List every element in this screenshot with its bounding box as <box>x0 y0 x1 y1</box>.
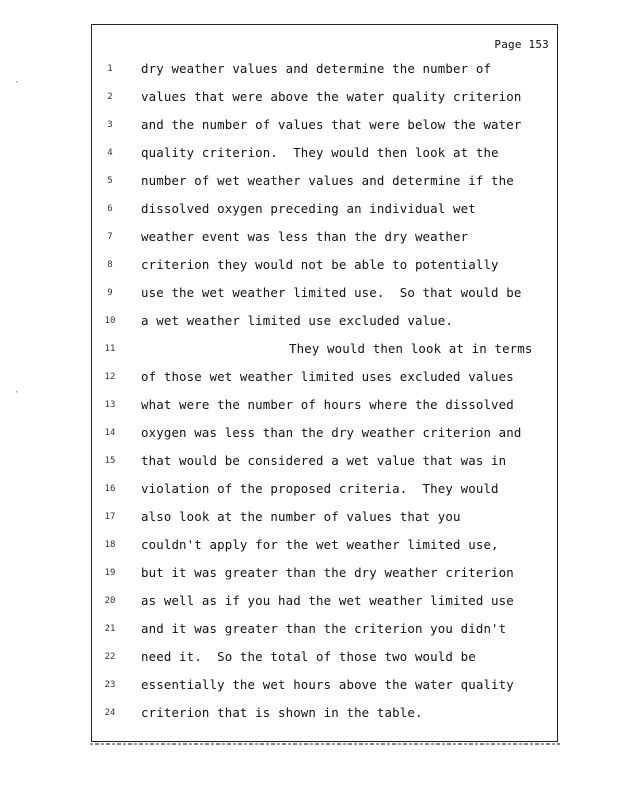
transcript-line <box>92 615 557 643</box>
scan-speck: · <box>14 388 20 398</box>
line-text: couldn't apply for the wet weather limited use, <box>141 537 499 552</box>
line-text: use the wet weather limited use. So that would be <box>141 285 522 300</box>
transcript-body <box>92 55 557 727</box>
line-number: 19 <box>104 568 116 578</box>
line-text: oxygen was less than the dry weather criterion and <box>141 425 522 440</box>
line-text: quality criterion. They would then look at the <box>141 145 499 160</box>
line-number: 8 <box>107 260 113 270</box>
line-text: dissolved oxygen preceding an individual wet <box>141 201 476 216</box>
line-text: criterion that is shown in the table. <box>141 705 423 720</box>
transcript-line <box>92 559 557 587</box>
line-number: 23 <box>104 680 116 690</box>
transcript-line <box>92 83 557 111</box>
transcript-line <box>92 587 557 615</box>
line-number: 12 <box>104 372 116 382</box>
line-number: 17 <box>104 512 116 522</box>
transcript-line <box>92 279 557 307</box>
transcript-page <box>91 24 558 742</box>
line-number: 13 <box>104 400 116 410</box>
line-text: dry weather values and determine the number of <box>141 61 492 76</box>
line-number: 22 <box>104 652 116 662</box>
line-text: criterion they would not be able to potentially <box>141 257 499 272</box>
line-text: need it. So the total of those two would be <box>141 649 476 664</box>
line-text: and the number of values that were below the water <box>141 117 522 132</box>
line-text: violation of the proposed criteria. They would <box>141 481 499 496</box>
line-text: values that were above the water quality criterion <box>141 89 522 104</box>
line-number: 3 <box>107 120 113 130</box>
transcript-line <box>92 307 557 335</box>
line-text: weather event was less than the dry weather <box>141 229 469 244</box>
line-text: what were the number of hours where the dissolved <box>141 397 514 412</box>
line-text: also look at the number of values that you <box>141 509 461 524</box>
line-number: 10 <box>104 316 116 326</box>
line-number: 14 <box>104 428 116 438</box>
line-number: 11 <box>104 344 116 354</box>
line-text: as well as if you had the wet weather limited use <box>141 593 514 608</box>
transcript-line <box>92 251 557 279</box>
line-number: 15 <box>104 456 116 466</box>
line-number: 6 <box>107 204 113 214</box>
line-text: number of wet weather values and determine if the <box>141 173 514 188</box>
line-number: 18 <box>104 540 116 550</box>
line-text: They would then look at in terms <box>289 341 533 356</box>
line-number: 7 <box>107 232 113 242</box>
transcript-line <box>92 531 557 559</box>
line-number: 2 <box>107 92 113 102</box>
transcript-line <box>92 223 557 251</box>
line-text: essentially the wet hours above the water quality <box>141 677 514 692</box>
line-number: 16 <box>104 484 116 494</box>
line-number: 20 <box>104 596 116 606</box>
line-number: 9 <box>107 288 113 298</box>
transcript-line <box>92 139 557 167</box>
transcript-line <box>92 671 557 699</box>
transcript-line <box>92 111 557 139</box>
transcript-line <box>92 503 557 531</box>
line-number: 1 <box>107 64 113 74</box>
transcript-line <box>92 475 557 503</box>
transcript-line <box>92 363 557 391</box>
transcript-line <box>92 643 557 671</box>
transcript-line <box>92 335 557 363</box>
scan-speck: · <box>14 78 20 88</box>
transcript-line <box>92 195 557 223</box>
line-text: and it was greater than the criterion you didn't <box>141 621 507 636</box>
transcript-line <box>92 447 557 475</box>
line-text: but it was greater than the dry weather criterion <box>141 565 514 580</box>
line-number: 5 <box>107 176 113 186</box>
transcript-line <box>92 699 557 727</box>
line-number: 21 <box>104 624 116 634</box>
transcript-line <box>92 167 557 195</box>
line-text: of those wet weather limited uses excluded values <box>141 369 514 384</box>
page-number: Page 153 <box>494 38 549 51</box>
line-text: a wet weather limited use excluded value. <box>141 313 454 328</box>
line-text: that would be considered a wet value that was in <box>141 453 507 468</box>
transcript-line <box>92 391 557 419</box>
transcript-line <box>92 419 557 447</box>
line-number: 4 <box>107 148 113 158</box>
transcript-line <box>92 55 557 83</box>
line-number: 24 <box>104 708 116 718</box>
